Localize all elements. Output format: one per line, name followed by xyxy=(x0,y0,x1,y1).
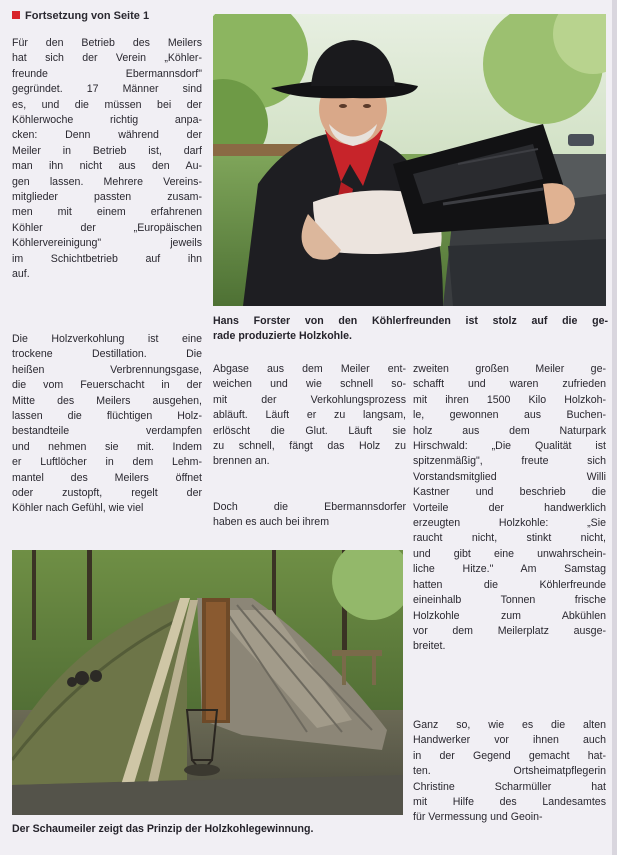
photo-schaumeiler xyxy=(12,550,403,815)
text-line: er Luftlöcher in dem Lehm- xyxy=(12,456,202,469)
text-line: Vorteile der handwerklich xyxy=(413,501,606,514)
text-line: freunde Ebermannsdorf" xyxy=(12,67,202,80)
text-line: Für den Betrieb des Meilers xyxy=(12,37,202,49)
text-line: weichen und wie schnell so- xyxy=(213,378,406,391)
photo-hans-forster xyxy=(213,14,606,306)
text-line: Köhlerwoche richtig anpa- xyxy=(12,114,202,127)
text-line: lassen die flüchtigen Holz- xyxy=(12,410,202,423)
text-line: spitzenmäßig", freute sich xyxy=(413,455,606,468)
text-line: bestandteile verdampfen xyxy=(12,425,202,438)
text-line: Ganz so, wie es die alten xyxy=(413,719,606,731)
text-line: trockene Destillation. Die xyxy=(12,348,202,361)
photo-caption-top xyxy=(213,314,608,344)
text-line: breitet. xyxy=(413,640,446,653)
text-line: Hirschwald: „Die Qualität ist xyxy=(413,440,606,453)
article-col3-b xyxy=(413,718,606,826)
text-line: und nehmen sie mit. Indem xyxy=(12,440,202,453)
text-line: Köhlervereinigung" jeweils xyxy=(12,237,202,250)
text-line: holz aus dem Naturpark xyxy=(413,424,606,437)
article-col1-intro xyxy=(12,36,202,283)
text-line: le, gewonnen aus Buchen- xyxy=(413,409,606,422)
article-col3-a xyxy=(413,362,606,655)
text-line: schafft und waren zufrieden xyxy=(413,378,606,391)
red-square-icon xyxy=(12,11,20,19)
text-line: Vorstandsmitglied Willi xyxy=(413,470,606,483)
text-line: Christine Scharmüller hat xyxy=(413,780,606,793)
text-line: mitglieder passten zusam- xyxy=(12,191,202,204)
text-line: heißen Verbrennungsgase, xyxy=(12,363,202,376)
text-line: Handwerker vor ihnen auch xyxy=(413,734,606,747)
photo-caption-bottom: Der Schaumeiler zeigt das Prinzip der Holzkohlegewinnung. xyxy=(12,823,314,835)
text-line: eineinhalb Tonnen frische xyxy=(413,594,606,607)
text-line: zu schnell, fängt das Holz zu xyxy=(213,440,406,453)
text-line: erzeugten Holzkohle: „Sie xyxy=(413,517,606,530)
text-line: vor dem Meilerplatz ausge- xyxy=(413,624,606,637)
text-line: erlöscht die Glut. Läuft sie xyxy=(213,424,406,437)
text-line: abläuft. Läuft er zu langsam, xyxy=(213,409,406,422)
text-line: haben es auch bei ihrem xyxy=(213,516,330,529)
text-line: rade produzierte Holzkohle. xyxy=(213,330,352,342)
text-line: mit der Verkohlungsprozess xyxy=(213,393,406,406)
text-line: liche Hitze." Am Samstag xyxy=(413,563,606,576)
article-col1-second xyxy=(12,332,202,517)
text-line: ten. Ortsheimatpflegerin xyxy=(413,765,606,778)
text-line: gen lassen. Mehrere Vereins- xyxy=(12,175,202,188)
text-line: die vom Feuerschacht in der xyxy=(12,379,202,392)
text-line: in der Gegend gemacht hat- xyxy=(413,749,606,762)
text-line: man ihn nicht aus den Au- xyxy=(12,160,202,173)
text-line: men mit einem erfahrenen xyxy=(12,206,202,219)
text-line: cken: Denn während der xyxy=(12,129,202,142)
text-line: Köhler der „Europäischen xyxy=(12,221,202,234)
text-line: hat sich der Verein „Köhler- xyxy=(12,52,202,65)
text-line: Meiler in Betrieb ist, darf xyxy=(12,144,202,157)
text-line: Holzkohle zum Abkühlen xyxy=(413,609,606,622)
page-edge xyxy=(612,0,617,855)
article-col2-a xyxy=(213,362,406,470)
text-line: raucht nicht, stinkt nicht, xyxy=(413,532,606,545)
text-line: hatten die Köhlerfreunde xyxy=(413,578,606,591)
text-line: und gibt eine unwahrschein- xyxy=(413,547,606,560)
continuation-kicker: Fortsetzung von Seite 1 xyxy=(12,10,149,22)
text-line: für Vermessung und Geoin- xyxy=(413,811,543,824)
text-line: Mitte des Meilers ausgehen, xyxy=(12,394,202,407)
text-line: Doch die Ebermannsdorfer xyxy=(213,501,406,513)
text-line: Abgase aus dem Meiler ent- xyxy=(213,363,406,375)
text-line: es, und die müssen bei der xyxy=(12,98,202,111)
text-line: im Schichtbetrieb auf ihn xyxy=(12,252,202,265)
text-line: auf. xyxy=(12,268,30,281)
article-col2-b xyxy=(213,500,406,531)
text-line: mit ihren 1500 Kilo Holzkoh- xyxy=(413,393,606,406)
text-line: oder zustopft, regelt der xyxy=(12,487,202,500)
text-line: zweiten großen Meiler ge- xyxy=(413,363,606,375)
text-line: gegründet. 17 Männer sind xyxy=(12,83,202,96)
text-line: Die Holzverkohlung ist eine xyxy=(12,333,202,345)
text-line: Kastner und beschrieb die xyxy=(413,486,606,499)
text-line: Köhler nach Gefühl, wie viel xyxy=(12,502,144,515)
text-line: mantel des Meilers öffnet xyxy=(12,471,202,484)
text-line: mit Hilfe des Landesamtes xyxy=(413,796,606,809)
text-line: brennen an. xyxy=(213,455,270,468)
text-line: Hans Forster von den Köhlerfreunden ist stolz auf die ge- xyxy=(213,315,608,327)
